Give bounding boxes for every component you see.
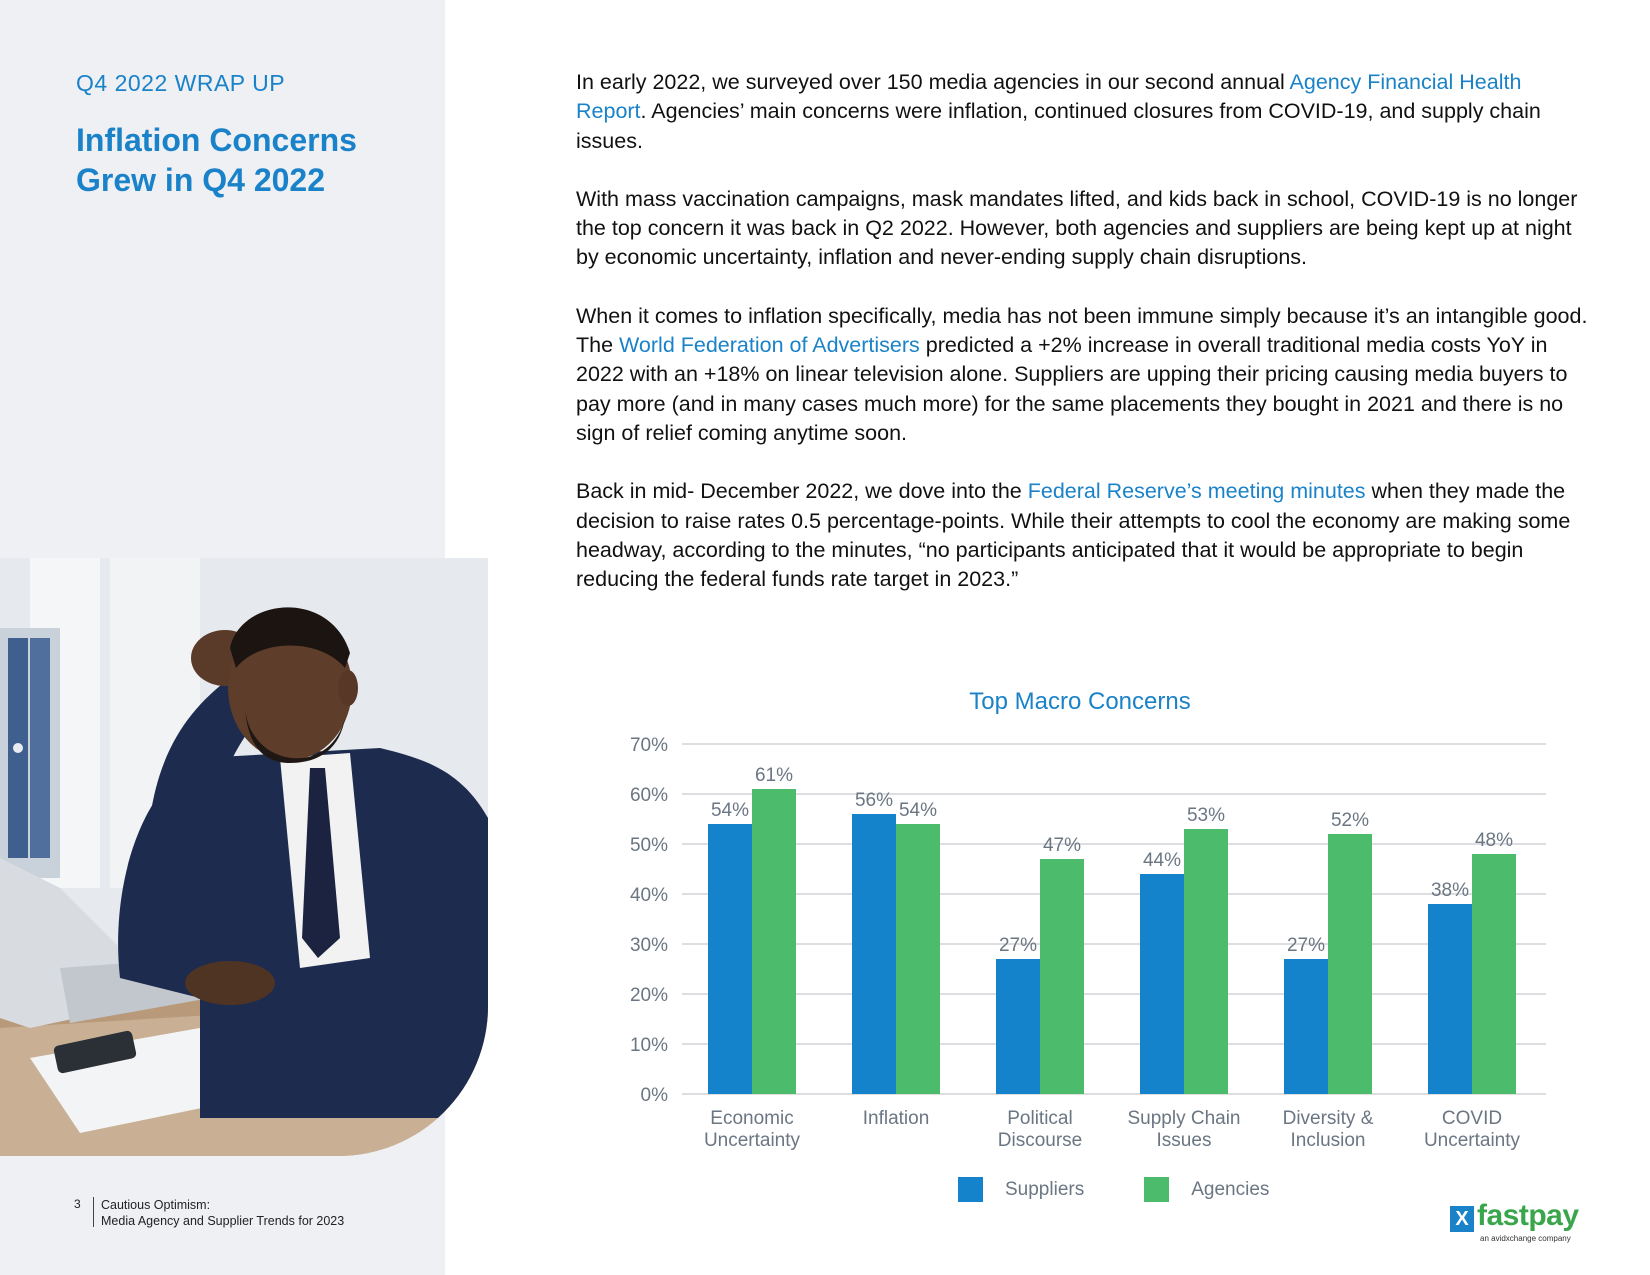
bar-agencies: [896, 824, 940, 1094]
x-tick-label: Supply Chain: [1127, 1108, 1241, 1129]
x-tick-label: Issues: [1156, 1130, 1212, 1151]
data-label: 44%: [1142, 850, 1182, 871]
data-label: 38%: [1430, 880, 1470, 901]
wfa-link[interactable]: World Federation of Advertisers: [619, 333, 920, 358]
bar-agencies: [1472, 854, 1516, 1094]
logo-tagline: an avidxchange company: [1480, 1234, 1571, 1243]
x-tick-label: Political: [1007, 1108, 1073, 1129]
y-tick-label: 40%: [629, 885, 668, 906]
paragraph-3-text-b: predicted a +2% increase in overall traditional media costs YoY in 2022 with an +18% on linear television alone. Suppliers are upping their pricing causing media buyers to pay more (and in many cases much more) for the same placements they bought in 2021 and there is no sign of relief coming anytime soon.: [576, 333, 1568, 445]
paragraph-3-text-a: When it comes to inflation specifically, media has not been immune simply because it’s an intangible good. The: [576, 303, 1588, 358]
logo-mark-icon: X: [1450, 1206, 1474, 1232]
y-tick-label: 60%: [629, 785, 668, 806]
footer-line-2: Media Agency and Supplier Trends for 2023: [101, 1214, 345, 1228]
bar-suppliers: [1428, 904, 1472, 1094]
bar-suppliers: [1284, 959, 1328, 1094]
bar-suppliers: [708, 824, 752, 1094]
x-tick-label: Inclusion: [1290, 1130, 1366, 1151]
data-label: 48%: [1474, 830, 1514, 851]
data-label: 52%: [1330, 810, 1370, 831]
paragraph-1: [576, 68, 1596, 156]
x-tick-label: Uncertainty: [1423, 1130, 1521, 1151]
legend-item-suppliers: [958, 1177, 1084, 1202]
legend-item-agencies: [1144, 1177, 1269, 1202]
chart-legend: [958, 1177, 1329, 1202]
bar-suppliers: [852, 814, 896, 1094]
y-tick-label: 20%: [629, 985, 668, 1006]
fed-minutes-link[interactable]: Federal Reserve’s meeting minutes: [1027, 479, 1366, 504]
paragraph-3: [576, 302, 1596, 448]
page-number: 3: [74, 1197, 81, 1211]
macro-concerns-chart: [600, 720, 1560, 1170]
x-tick-label: Discourse: [997, 1130, 1083, 1151]
data-label: 61%: [754, 765, 794, 786]
legend-swatch-suppliers: [958, 1177, 983, 1202]
businessman-photo: [0, 558, 488, 1156]
page-title: Inflation Concerns Grew in Q4 2022: [76, 122, 357, 198]
x-tick-label: Economic: [710, 1108, 794, 1129]
x-tick-label: Uncertainty: [703, 1130, 801, 1151]
data-label: 54%: [710, 800, 750, 821]
data-label: 47%: [1042, 835, 1082, 856]
photo-illustration: [0, 558, 488, 1156]
bar-agencies: [752, 789, 796, 1094]
data-label: 27%: [998, 935, 1038, 956]
bar-agencies: [1328, 834, 1372, 1094]
bar-agencies: [1184, 829, 1228, 1094]
section-kicker: Q4 2022 WRAP UP: [76, 70, 286, 96]
fastpay-logo: [1450, 1199, 1579, 1247]
y-tick-label: 10%: [629, 1035, 668, 1056]
article-body: [576, 68, 1596, 623]
data-label: 53%: [1186, 805, 1226, 826]
bar-suppliers: [1140, 874, 1184, 1094]
paragraph-1-text-b: . Agencies’ main concerns were inflation, continued closures from COVID-19, and supply chain issues.: [576, 99, 1541, 153]
y-tick-label: 70%: [629, 735, 668, 756]
data-label: 56%: [854, 790, 894, 811]
bar-suppliers: [996, 959, 1040, 1094]
data-label: 54%: [898, 800, 938, 821]
y-tick-label: 50%: [629, 835, 668, 856]
paragraph-4-text-a: Back in mid- December 2022, we dove into the: [576, 479, 1028, 504]
y-tick-label: 0%: [640, 1085, 668, 1106]
footer-doc-title: [101, 1197, 344, 1229]
paragraph-1-text-a: In early 2022, we surveyed over 150 media agencies in our second annual: [576, 70, 1290, 94]
agency-report-link[interactable]: Agency Financial Health Report: [576, 70, 1522, 124]
x-tick-label: Diversity &: [1282, 1108, 1374, 1129]
x-tick-label: COVID: [1441, 1108, 1503, 1129]
chart-title: Top Macro Concerns: [969, 688, 1191, 715]
legend-label-agencies: Agencies: [1191, 1178, 1270, 1200]
legend-swatch-agencies: [1144, 1177, 1169, 1202]
footer-line-1: Cautious Optimism:: [101, 1198, 211, 1212]
y-tick-label: 30%: [629, 935, 668, 956]
paragraph-4-text-b: when they made the decision to raise rates 0.5 percentage-points. While their attempts to cool the economy are making some headway, according to the minutes, “no participants anticipated that it would be appropriate to begin reducing the federal funds rate target in 2023.”: [576, 479, 1571, 592]
bar-agencies: [1040, 859, 1084, 1094]
paragraph-2: With mass vaccination campaigns, mask mandates lifted, and kids back in school, COVID-19 is no longer the top concern it was back in Q2 2022. However, both agencies and suppliers are being kept up at night by economic uncertainty, inflation and never-ending supply chain disruptions.: [576, 186, 1578, 270]
footer-divider: [93, 1197, 94, 1227]
data-label: 27%: [1286, 935, 1326, 956]
paragraph-4: [576, 477, 1596, 594]
logo-wordmark: fastpay: [1477, 1199, 1579, 1232]
x-tick-label: Inflation: [862, 1108, 930, 1129]
legend-label-suppliers: Suppliers: [1005, 1178, 1085, 1200]
